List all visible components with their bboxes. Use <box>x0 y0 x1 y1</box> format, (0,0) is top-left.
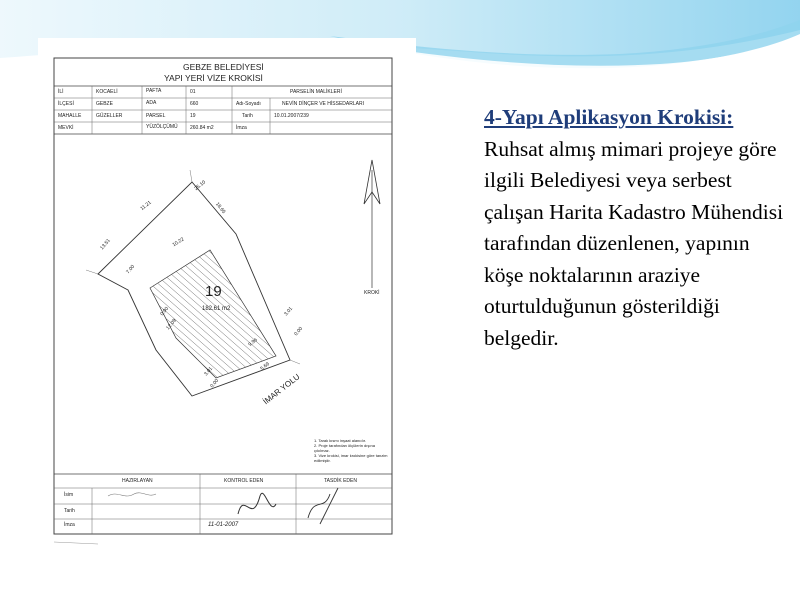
doc-title-line1: GEBZE BELEDİYESİ <box>183 62 264 72</box>
info-value: 01 <box>190 89 196 95</box>
note-item: 1. Tarak kısmı inşaat alanıdır. <box>314 438 366 443</box>
hatch-line <box>298 238 416 378</box>
description-heading: 4-Yapı Aplikasyon Krokisi: <box>484 105 734 129</box>
doc-title-line2: YAPI YERİ VİZE KROKİSİ <box>164 73 263 83</box>
hatch-line <box>282 238 416 378</box>
north-arrow-label: KROKİ <box>364 290 380 296</box>
info-label: ADA <box>146 100 157 106</box>
hatch-line <box>290 238 416 378</box>
sign-header: TASDİK EDEN <box>324 478 357 484</box>
hatch-line <box>322 238 416 378</box>
info-value: GÜZELLER <box>96 113 123 119</box>
info-value: NEVİN DİNÇER VE HİSSEDARLARI <box>282 101 364 107</box>
dimension-label: 5.69 <box>259 361 271 372</box>
site-plan-document <box>38 38 416 560</box>
sign-date: 11-01-2007 <box>208 522 239 528</box>
info-label: MAHALLE <box>58 113 82 119</box>
dimension-label: 0.00 <box>293 325 305 338</box>
sign-row-label: İmza <box>64 522 75 528</box>
info-label: İmza <box>236 125 247 131</box>
info-label: MEVKİ <box>58 125 74 131</box>
sign-row-label: Tarih <box>64 508 75 514</box>
hatch-line <box>274 238 416 378</box>
dimension-label: 18.65 <box>214 201 227 215</box>
info-value: GEBZE <box>96 101 113 107</box>
hatch-line <box>306 238 416 378</box>
description-body: Ruhsat almış mimari projeye göre ilgili Belediyesi veya serbest çalışan Harita Kadastro Mühendisi tarafından düzenlenen, yapının köşe noktalarının araziye oturtulduğunun gösterildiği belgedir. <box>484 136 784 350</box>
dimension-label: 7.00 <box>125 263 137 276</box>
sign-row-label: İsim <box>64 492 74 498</box>
info-label: Adı-Soyadı <box>236 101 261 107</box>
note-item: 2. Proje tarafından ölçülerin dışına çıkılmaz. <box>314 443 375 453</box>
info-label: Tarih <box>242 113 253 119</box>
parcel-area: 182.61 m2 <box>202 306 231 312</box>
dimension-label: 13.51 <box>99 237 112 252</box>
hatch-line <box>314 238 416 378</box>
dimension-label: 11.21 <box>139 199 153 212</box>
dimension-label: 3.01 <box>203 365 215 378</box>
dimension-label: 12.09 <box>165 317 178 332</box>
info-value: 19 <box>190 113 196 119</box>
hatch-line <box>330 238 416 378</box>
info-label: PARSEL <box>146 113 166 119</box>
dimension-label: 9.96 <box>247 337 259 348</box>
dimension-label: 10.22 <box>171 236 186 249</box>
sign-header: KONTROL EDEN <box>224 478 264 484</box>
dimension-label: 3.01 <box>283 305 295 318</box>
description <box>484 102 784 354</box>
info-value: 260.84 m2 <box>190 125 214 131</box>
road-label: İMAR YOLU <box>261 372 302 407</box>
info-value: KOCAELİ <box>96 89 118 95</box>
note-item: 3. Vize krokisi, imar krokisine göre tanzim edilmiştir. <box>314 453 388 463</box>
parcel-number: 19 <box>205 283 222 300</box>
hatch-line <box>114 238 274 378</box>
dimension-label: 25.10 <box>193 179 207 192</box>
hatch-line <box>38 238 194 378</box>
info-label: PAFTA <box>146 88 162 94</box>
info-value: 10.01.2007/239 <box>274 113 309 119</box>
dimension-label: 0.00 <box>209 377 221 390</box>
notes-list <box>314 438 388 463</box>
sign-header: HAZIRLAYAN <box>122 478 153 484</box>
info-value: 660 <box>190 101 199 107</box>
info-label: YÜZÖLÇÜMÜ <box>146 124 178 130</box>
hatch-line <box>38 238 178 378</box>
info-label: İLİ <box>58 89 64 95</box>
dimension-label: 0.90 <box>159 305 171 318</box>
info-label: PARSELİN MALİKLERİ <box>290 89 342 95</box>
info-label: İLÇESİ <box>58 101 74 107</box>
